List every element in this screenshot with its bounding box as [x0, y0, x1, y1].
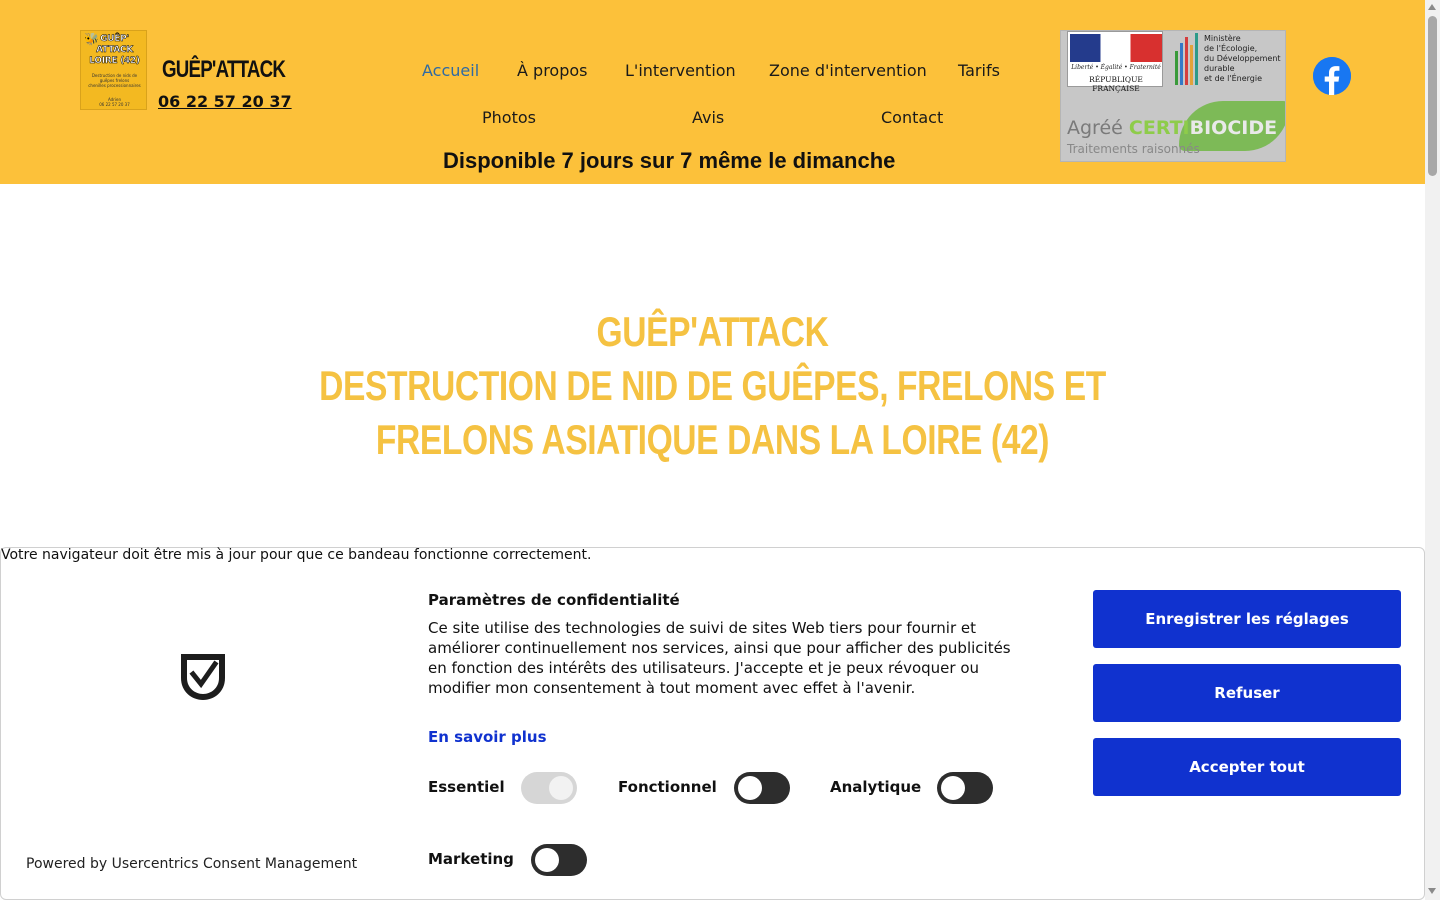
agree-brand-b: BIOCIDE — [1189, 117, 1278, 139]
logo-text-line: Destruction de nids de — [91, 73, 138, 78]
ministry-line: Ministère — [1204, 34, 1241, 43]
toggle-knob — [941, 776, 965, 800]
ministry-line: et de l'Énergie — [1204, 74, 1262, 83]
nav-item-photos[interactable]: Photos — [482, 108, 536, 127]
powered-by-link[interactable]: Powered by Usercentrics Consent Management — [26, 856, 358, 872]
bee-icon: 🐝 — [84, 32, 99, 46]
hero-line: FRELONS ASIATIQUE DANS LA LOIRE (42) — [375, 416, 1050, 463]
learn-more-link[interactable]: En savoir plus — [428, 728, 547, 746]
toggle-label-essentiel: Essentiel — [428, 778, 505, 796]
agree-prefix: Agréé — [1067, 117, 1123, 139]
scroll-up-arrow-icon[interactable] — [1428, 4, 1436, 10]
page-scrollbar[interactable] — [1425, 0, 1440, 900]
republique-francaise-logo — [1067, 31, 1163, 93]
consent-title: Paramètres de confidentialité — [428, 591, 680, 609]
hero-heading — [0, 305, 1425, 467]
shield-check-icon — [179, 652, 227, 702]
toggle-marketing[interactable] — [531, 844, 587, 876]
logo-text-line: Adrien — [108, 97, 121, 102]
nav-item-a-propos[interactable]: À propos — [517, 61, 588, 80]
scrollbar-thumb[interactable] — [1428, 16, 1437, 176]
ministry-line: durable — [1204, 64, 1235, 73]
toggle-analytique[interactable] — [937, 772, 993, 804]
nav-item-zone[interactable]: Zone d'intervention — [769, 61, 927, 80]
consent-banner — [0, 547, 1425, 900]
ministry-lines-icon — [1173, 33, 1203, 85]
toggle-knob — [549, 776, 573, 800]
logo-text-line: 06 22 57 20 37 — [99, 102, 130, 107]
certibiocide-label — [1067, 117, 1277, 139]
ministry-line: du Développement — [1204, 54, 1281, 63]
nav-item-tarifs[interactable]: Tarifs — [958, 61, 1000, 80]
site-header — [0, 0, 1425, 184]
toggle-label-fonctionnel: Fonctionnel — [618, 778, 717, 796]
scroll-down-arrow-icon[interactable] — [1428, 888, 1436, 894]
nav-item-intervention[interactable]: L'intervention — [625, 61, 736, 80]
toggle-label-marketing: Marketing — [428, 850, 514, 868]
accept-all-button[interactable]: Accepter tout — [1093, 738, 1401, 796]
availability-banner: Disponible 7 jours sur 7 même le dimanche — [443, 148, 896, 173]
certification-tagline: Traitements raisonnés — [1067, 142, 1200, 156]
hero-line: GUÊP'ATTACK — [596, 308, 829, 355]
toggle-essentiel — [521, 772, 577, 804]
facebook-icon[interactable] — [1313, 57, 1351, 95]
ministry-line: de l'Écologie, — [1204, 44, 1258, 53]
refuse-button[interactable]: Refuser — [1093, 664, 1401, 722]
logo-title: GUÊP' ATTACK LOIRE (42) — [89, 34, 140, 66]
marianne-flag — [1070, 34, 1162, 62]
hero-line: DESTRUCTION DE NID DE GUÊPES, FRELONS ET — [319, 362, 1106, 409]
browser-update-notice: Votre navigateur doit être mis à jour pour que ce bandeau fonctionne correctement. — [1, 547, 592, 563]
logo-text-line: guêpes frelons — [99, 78, 130, 83]
brand-name[interactable]: GUÊP'ATTACK — [162, 56, 286, 83]
nav-item-accueil[interactable]: Accueil — [422, 61, 480, 80]
toggle-knob — [738, 776, 762, 800]
toggle-label-analytique: Analytique — [830, 778, 922, 796]
agree-brand-a: CERTI — [1128, 117, 1190, 139]
logo-text-line: chenilles processionnaires — [88, 83, 141, 88]
toggle-fonctionnel[interactable] — [734, 772, 790, 804]
certification-badge — [1060, 30, 1286, 162]
ministry-text — [1204, 34, 1284, 84]
rf-name: RÉPUBLIQUE FRANÇAISE — [1089, 75, 1143, 93]
rf-motto: Liberté • Égalité • Fraternité — [1071, 64, 1161, 71]
phone-link[interactable]: 06 22 57 20 37 — [158, 92, 292, 111]
consent-description: Ce site utilise des technologies de suivi de sites Web tiers pour fournir et améliorer continuellement nos services, ainsi que pour afficher des publicités en fonction des intérêts des utilisateurs. J'accepte et je peux révoquer ou modifier mon consentement à tout moment avec effet à l'avenir. — [428, 619, 1011, 697]
toggle-knob — [535, 848, 559, 872]
nav-item-avis[interactable]: Avis — [692, 108, 725, 127]
save-settings-button[interactable]: Enregistrer les réglages — [1093, 590, 1401, 648]
site-logo[interactable] — [80, 30, 147, 110]
nav-item-contact[interactable]: Contact — [881, 108, 944, 127]
